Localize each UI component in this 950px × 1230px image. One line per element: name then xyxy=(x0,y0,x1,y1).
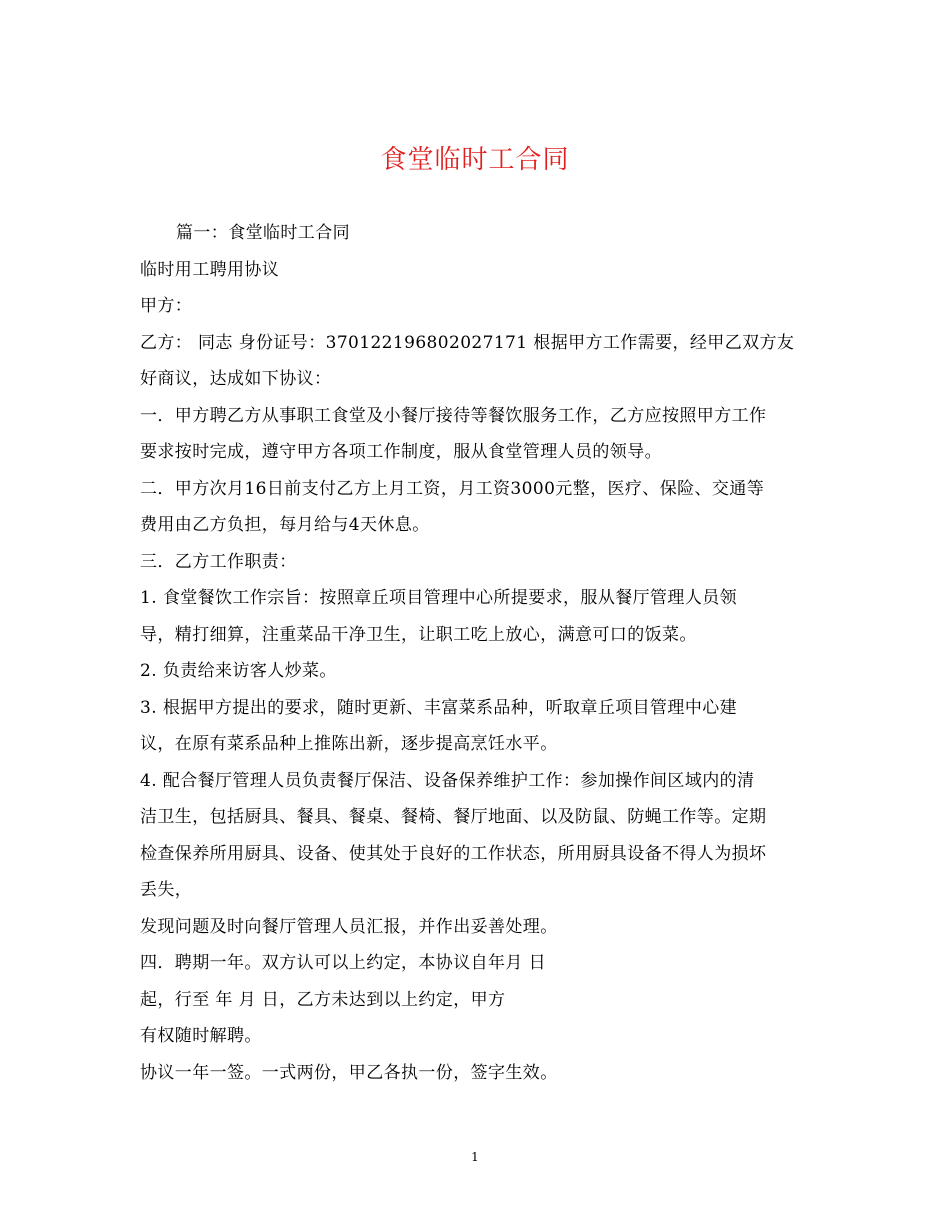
party-a-line: 甲方： xyxy=(140,296,193,316)
paragraph-line: 发现问题及时向餐厅管理人员汇报，并作出妥善处理。 xyxy=(140,916,558,937)
paragraph-line: 有权随时解聘。 xyxy=(140,1026,262,1046)
duty-item-2: 2. 负责给来访客人炒菜。 xyxy=(140,661,337,681)
paragraph-line: 要求按时完成，遵守甲方各项工作制度，服从食堂管理人员的领导。 xyxy=(140,442,662,462)
paragraph-line: 议，在原有菜系品种上推陈出新，逐步提高烹饪水平。 xyxy=(140,734,558,754)
clause-three-heading: 三．乙方工作职责： xyxy=(140,551,297,572)
agreement-title: 临时用工聘用协议 xyxy=(140,259,280,280)
paragraph-line: 检查保养所用厨具、设备、使其处于良好的工作状态，所用厨具设备不得人为损坏 xyxy=(140,843,767,864)
paragraph-line: 起，行至 年 月 日，乙方未达到以上约定，甲方 xyxy=(140,989,506,1010)
document-body xyxy=(140,218,830,1094)
paragraph-line: 好商议，达成如下协议： xyxy=(140,369,332,389)
paragraph-line: 费用由乙方负担，每月给与4天休息。 xyxy=(140,515,430,535)
document-title: 食堂临时工合同 xyxy=(380,145,570,175)
clause-one-line: 一．甲方聘乙方从事职工食堂及小餐厅接待等餐饮服务工作，乙方应按照甲方工作 xyxy=(140,405,767,426)
clause-two-line: 二．甲方次月16日前支付乙方上月工资，月工资3000元整，医疗、保险、交通等 xyxy=(140,478,765,499)
party-b-line: 乙方： 同志 身份证号：370122196802027171 根据甲方工作需要，经甲乙双方友 xyxy=(140,332,795,353)
paragraph-line: 洁卫生，包括厨具、餐具、餐桌、餐椅、餐厅地面、以及防鼠、防蝇工作等。定期 xyxy=(140,807,767,827)
section-heading: 篇一：食堂临时工合同 xyxy=(176,223,350,243)
clause-four-line: 四．聘期一年。双方认可以上约定，本协议自年月 日 xyxy=(140,953,547,973)
paragraph-line: 导，精打细算，注重菜品干净卫生，让职工吃上放心，满意可口的饭菜。 xyxy=(140,624,697,645)
duty-item-1: 1. 食堂餐饮工作宗旨：按照章丘项目管理中心所提要求，服从餐厅管理人员领 xyxy=(140,588,738,608)
duty-item-4: 4. 配合餐厅管理人员负责餐厅保洁、设备保养维护工作：参加操作间区域内的清 xyxy=(140,770,755,791)
closing-line: 协议一年一签。一式两份，甲乙各执一份，签字生效。 xyxy=(140,1062,558,1083)
page-number: 1 xyxy=(471,1150,479,1164)
paragraph-line: 丢失， xyxy=(140,880,193,900)
duty-item-3: 3. 根据甲方提出的要求，随时更新、丰富菜系品种，听取章丘项目管理中心建 xyxy=(140,697,738,718)
